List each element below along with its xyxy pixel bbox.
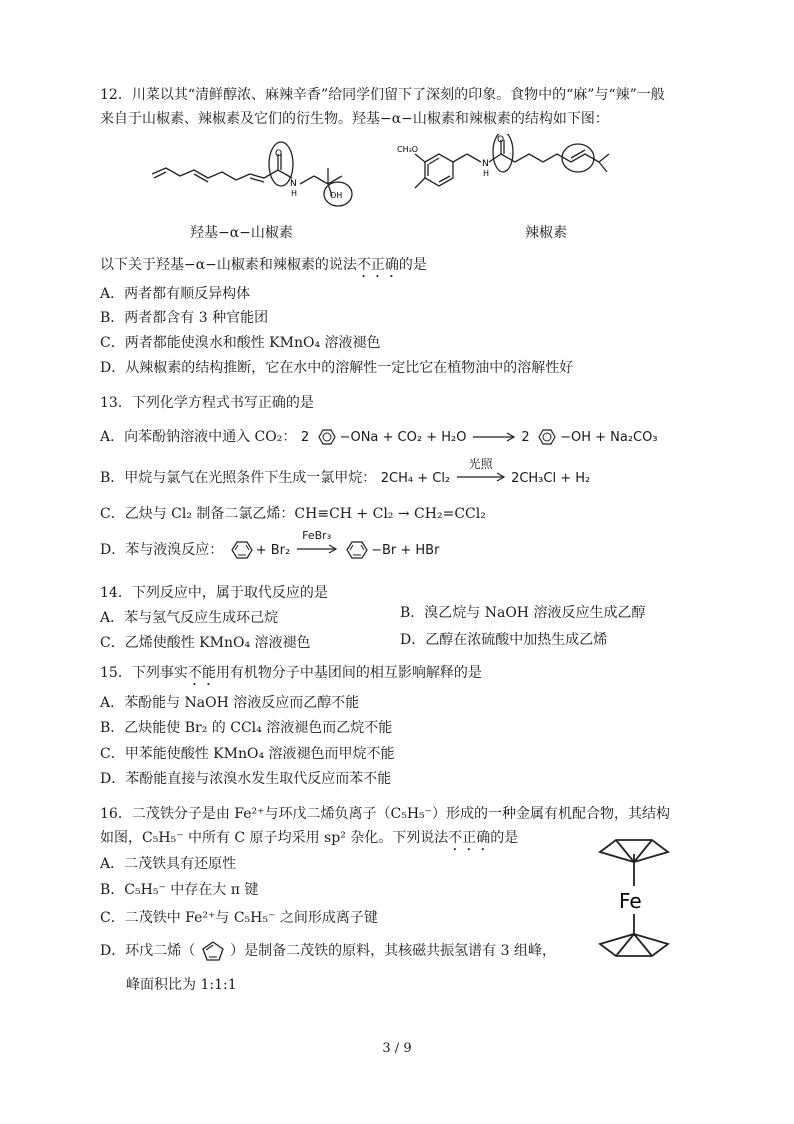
q16-stem-line1: 16．二茂铁分子是由 Fe²⁺与环戊二烯负离子（C₅H₅⁻）形成的一种金属有机配合物，其结构 <box>100 806 671 822</box>
q12-stem-line2: 来自于山椒素、辣椒素及它们的衍生物。羟基−α−山椒素和辣椒素的结构如下图： <box>100 111 609 127</box>
q14-stem: 14．下列反应中，属于取代反应的是 <box>100 585 328 601</box>
benzene-ring-icon <box>343 540 371 560</box>
q15-option-b: B．乙炔能使 Br₂ 的 CCl₄ 溶液褪色而乙烷不能 <box>100 720 393 736</box>
hydroxyl-label: OH <box>330 191 343 200</box>
capsaicin-o-label: O <box>497 135 505 145</box>
q16-option-b: B．C₅H₅⁻ 中存在大 π 键 <box>100 882 259 898</box>
q12-option-d: D．从辣椒素的结构推断，它在水中的溶解性一定比它在植物油中的溶解性好 <box>100 360 574 376</box>
q16-option-c: C．二茂铁中 Fe²⁺与 C₅H₅⁻ 之间形成离子键 <box>100 910 378 926</box>
iron-label: Fe <box>619 889 642 913</box>
capsaicin-h-label: H <box>483 169 490 178</box>
q13-a-eq-coef1: 2 <box>300 430 310 445</box>
caption-hydroxy-sanshool: 羟基−α−山椒素 <box>190 225 293 241</box>
q13-option-b: B．甲烷与氯气在光照条件下生成一氯甲烷： 2CH₄ + Cl₂ 光照 2CH₃Cl + H₂ <box>100 457 591 486</box>
ferrocene-structure <box>586 822 682 972</box>
q15-option-c: C．甲苯能使酸性 KMnO₄ 溶液褪色而甲烷不能 <box>100 746 395 762</box>
capsaicin-n-label: N <box>482 159 489 169</box>
benzene-ring-icon <box>534 428 560 446</box>
q16-option-d: D．环戊二烯（ ）是制备二茂铁的原料，其核磁共振氢谱有 3 组峰， <box>100 940 556 962</box>
q15-option-a: A．苯酚能与 NaOH 溶液反应而乙醇不能 <box>100 695 360 711</box>
q12-stem-line1: 12．川菜以其“清鲜醇浓、麻辣辛香”给同学们留下了深刻的印象。食物中的“麻”与“辣”一般 <box>100 87 665 103</box>
q13-stem: 13．下列化学方程式书写正确的是 <box>100 395 314 411</box>
q13-option-d: D．苯与液溴反应： + Br₂ FeBr₃ −Br + HBr <box>100 529 440 558</box>
catalyst-condition: FeBr₃ <box>302 529 332 542</box>
reaction-arrow-icon <box>471 432 517 442</box>
q15-stem: 15．下列事实不能用有机物分子中基团间的相互影响解释的是 <box>100 665 482 681</box>
methoxy-label: CH₃O <box>397 145 419 154</box>
q16-option-d-continued: 峰面积比为 1:1:1 <box>126 977 237 993</box>
benzene-ring-icon <box>228 540 256 560</box>
benzene-ring-icon <box>314 428 340 446</box>
reaction-arrow-icon <box>455 472 507 482</box>
q14-option-a: A．苯与氢气反应生成环己烷 <box>100 610 279 626</box>
capsaicin-structure <box>395 134 655 214</box>
light-condition: 光照 <box>468 457 493 471</box>
q12-option-c: C．两者都能使溴水和酸性 KMnO₄ 溶液褪色 <box>100 335 381 351</box>
q12-option-b: B．两者都含有 3 种官能团 <box>100 310 269 326</box>
q13-option-a: A．向苯酚钠溶液中通入 CO₂： 2 −ONa + CO₂ + H₂O 2 −OH + Na₂CO₃ <box>100 429 658 445</box>
page-number: 3 / 9 <box>382 1041 412 1056</box>
q12-option-a: A．两者都有顺反异构体 <box>100 286 251 302</box>
q12-question: 以下关于羟基−α−山椒素和辣椒素的说法不正确的是 <box>100 257 427 273</box>
amide-h-label: H <box>291 189 298 198</box>
q15-option-d: D．苯酚能直接与浓溴水发生取代反应而苯不能 <box>100 771 392 787</box>
reaction-arrow-icon <box>295 544 339 554</box>
cyclopentadiene-ring-icon <box>200 940 226 962</box>
q14-option-b: B．溴乙烷与 NaOH 溶液反应生成乙醇 <box>400 605 646 621</box>
hydroxy-sanshool-structure <box>140 134 380 214</box>
caption-capsaicin: 辣椒素 <box>525 225 567 241</box>
q14-option-c: C．乙烯使酸性 KMnO₄ 溶液褪色 <box>100 635 311 651</box>
amide-n-label: N <box>290 179 297 189</box>
q16-option-a: A．二茂铁具有还原性 <box>100 856 237 872</box>
q16-stem-line2: 如图，C₅H₅⁻ 中所有 C 原子均采用 sp² 杂化。下列说法不正确的是 <box>100 830 519 846</box>
q13-option-c: C．乙炔与 Cl₂ 制备二氯乙烯：CH≡CH + Cl₂ → CH₂=CCl₂ <box>100 506 486 522</box>
q14-option-d: D．乙醇在浓硫酸中加热生成乙烯 <box>400 632 608 648</box>
carbonyl-o-label: O <box>275 149 283 159</box>
